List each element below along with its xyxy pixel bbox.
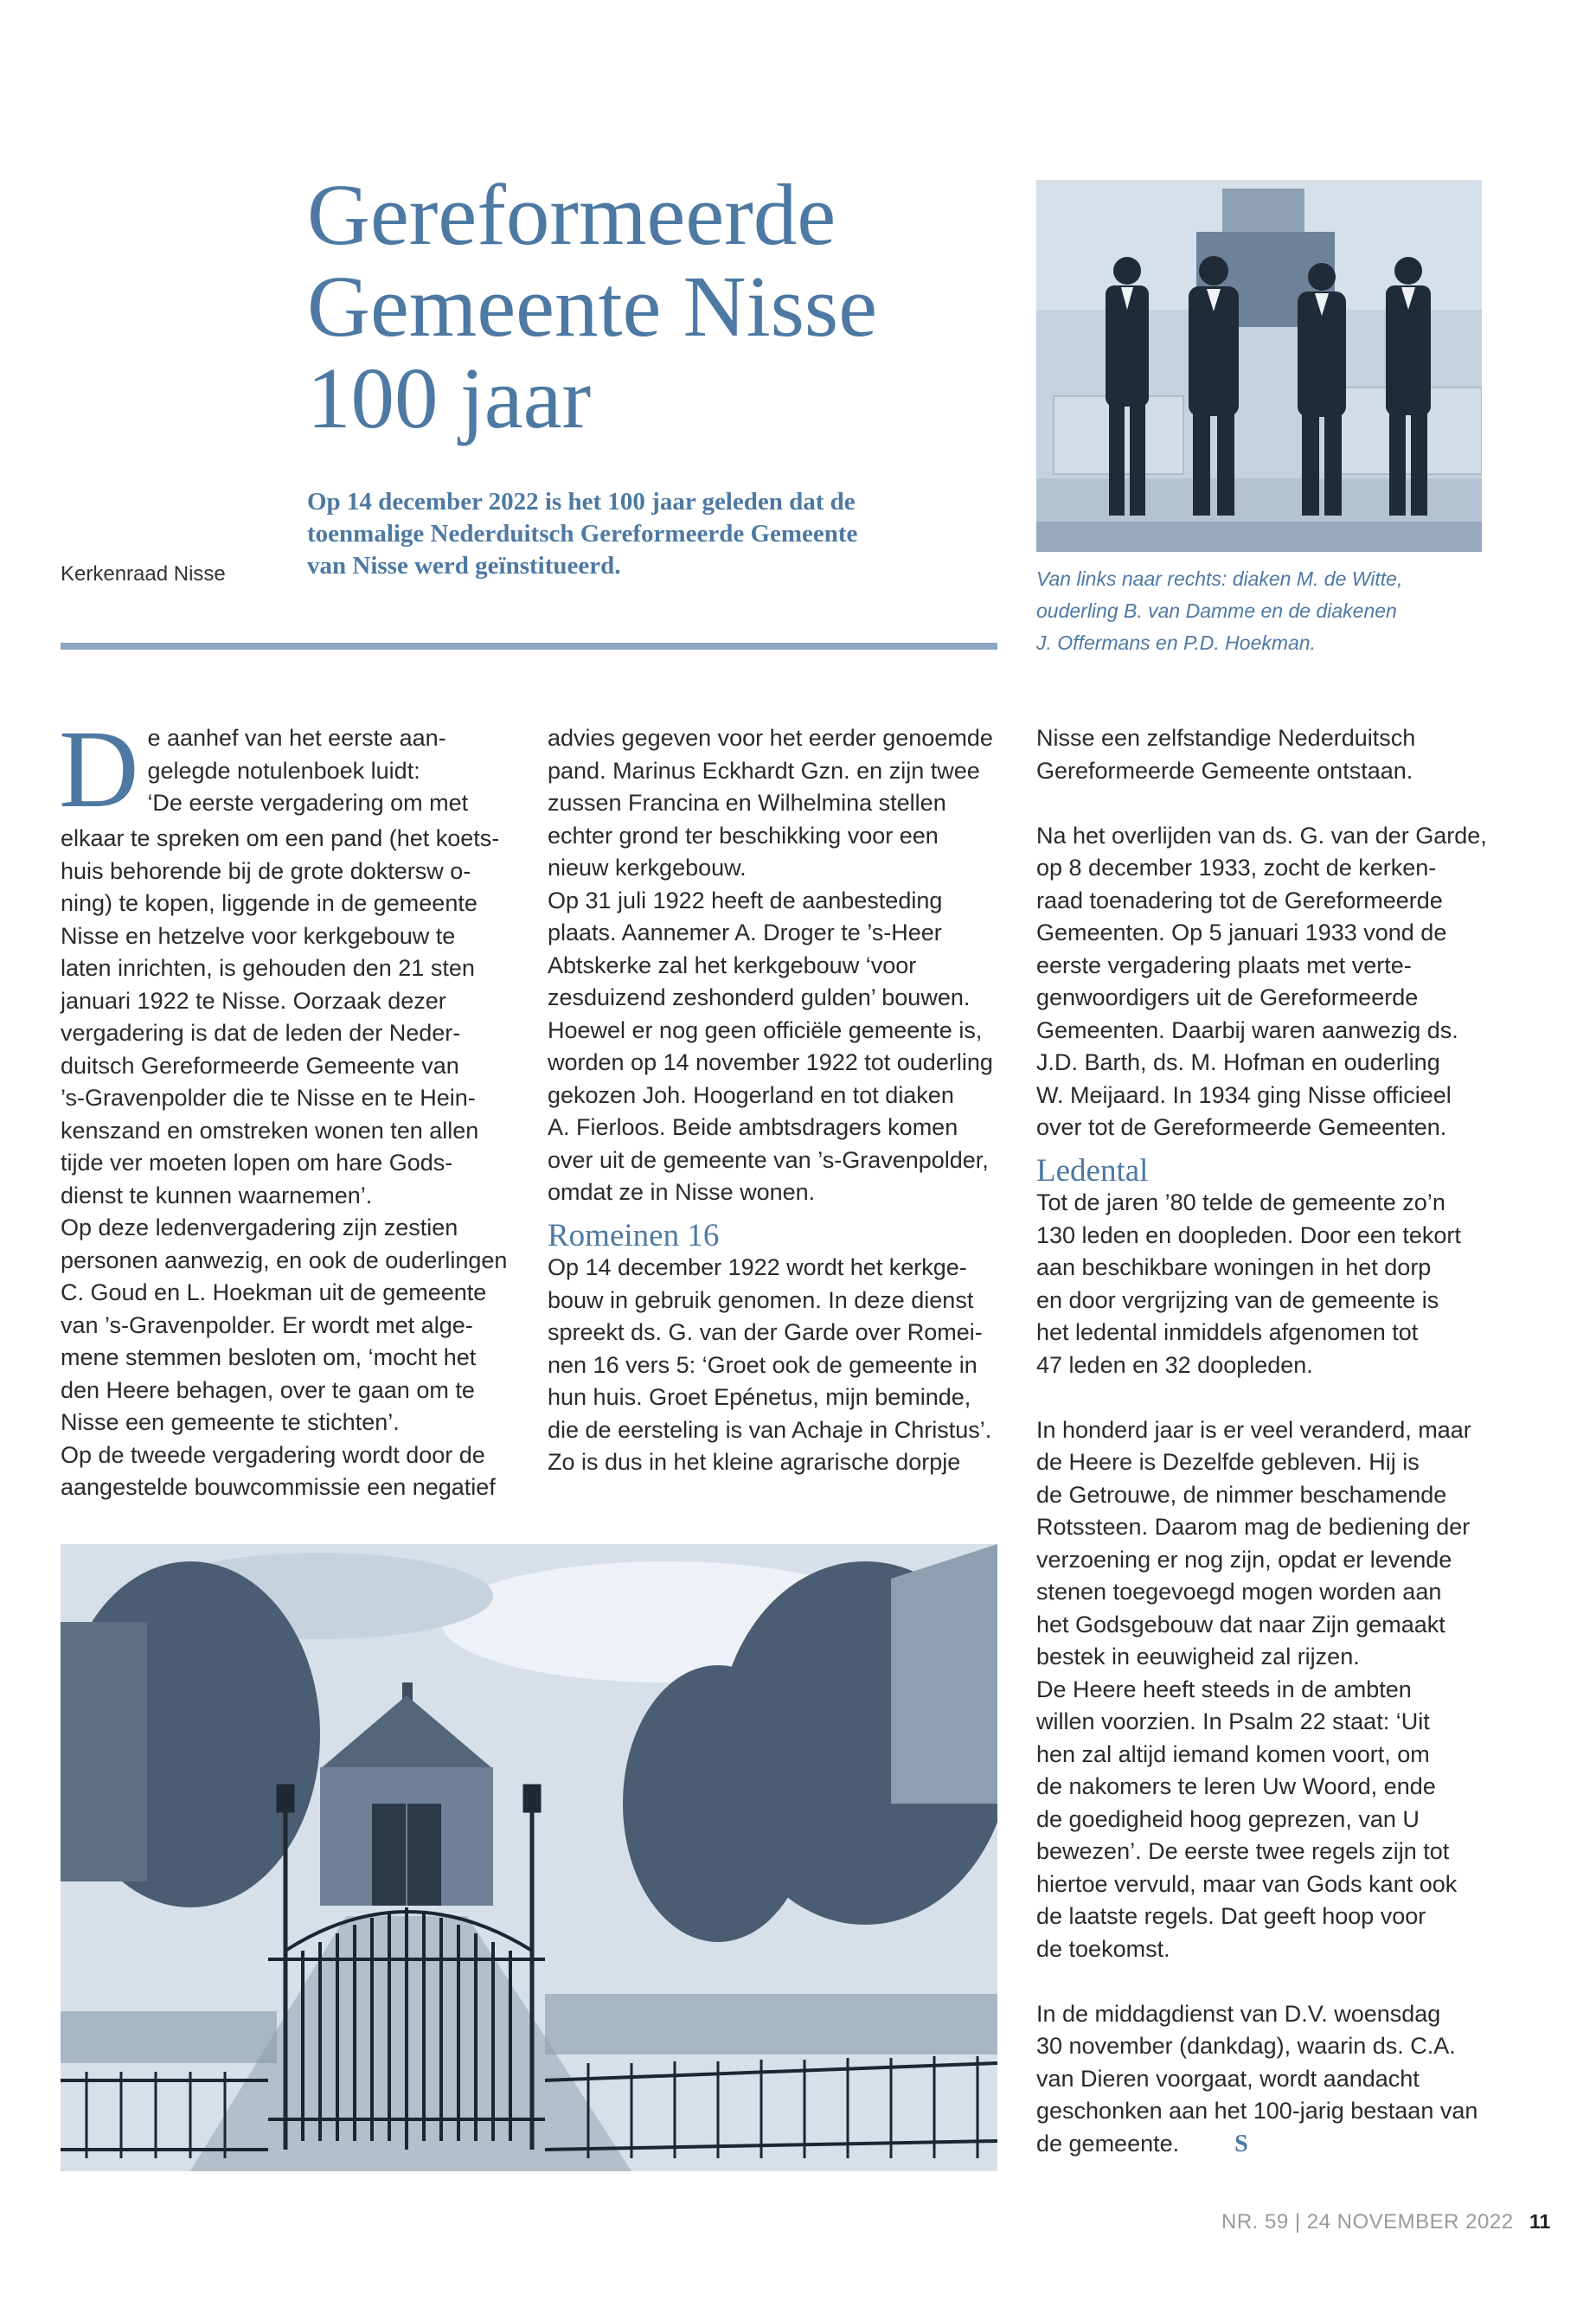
text-line: over uit de gemeente van ’s-Gravenpolder, <box>548 1146 989 1173</box>
text-line: ‘De eerste vergadering om met <box>147 790 469 816</box>
text-line: echter grond ter beschikking voor een <box>548 822 939 849</box>
text-line: J.D. Barth, ds. M. Hofman en ouderling <box>1036 1049 1440 1075</box>
article-column-1 <box>59 708 519 1504</box>
text-line: het Godsgebouw dat naar Zijn gemaakt <box>1036 1611 1445 1638</box>
text-line: bouw in gebruik genomen. In deze dienst <box>548 1286 974 1313</box>
text-line: personen aanwezig, en ook de ouderlingen <box>61 1247 508 1273</box>
text-line: de toekomst. <box>1036 1935 1170 1962</box>
text-line: de laatste regels. Dat geeft hoop voor <box>1036 1903 1426 1929</box>
text-line: Nisse en hetzelve voor kerkgebouw te <box>61 922 456 949</box>
text-line: de nakomers te leren Uw Woord, ende <box>1036 1773 1436 1799</box>
text-line: 30 november (dankdag), waarin ds. C.A. <box>1036 2033 1456 2059</box>
text-line: eerste vergadering plaats met verte- <box>1036 952 1412 978</box>
text-line: van ’s-Gravenpolder. Er wordt met alge- <box>61 1311 473 1338</box>
church-gate-illustration <box>61 1544 997 2171</box>
text-line: Gereformeerde Gemeente ontstaan. <box>1036 757 1413 784</box>
header-divider <box>61 643 997 650</box>
page-number: 11 <box>1529 2210 1551 2233</box>
title-line: Gemeente Nisse <box>307 258 878 355</box>
text-line: 130 leden en doopleden. Door een tekort <box>1036 1221 1461 1248</box>
text-line: Nisse een zelfstandige Nederduitsch <box>1036 725 1416 751</box>
subheading-ledental: Ledental <box>1036 1152 1149 1189</box>
text-line: gekozen Joh. Hoogerland en tot diaken <box>548 1081 954 1108</box>
text-line: de Getrouwe, de nimmer beschamende <box>1036 1481 1447 1508</box>
photo-caption <box>1036 563 1503 659</box>
church-gate-photo <box>61 1544 997 2171</box>
title-line: 100 jaar <box>307 349 592 446</box>
text-line: de Heere is Dezelfde gebleven. Hij is <box>1036 1449 1420 1475</box>
text-line: verzoening er nog zijn, opdat er levende <box>1036 1546 1452 1573</box>
text-line: genwoordigers uit de Gereformeerde <box>1036 984 1419 1010</box>
text-line: van Dieren voorgaat, wordt aandacht <box>1036 2065 1420 2092</box>
text-line: nieuw kerkgebouw. <box>548 855 747 881</box>
text-line: hiertoe vervuld, maar van Gods kant ook <box>1036 1870 1458 1897</box>
text-line: Nisse een gemeente te stichten’. <box>61 1409 400 1435</box>
text-line: die de eersteling is van Achaje in Christus’. <box>548 1416 992 1443</box>
text-line: Na het overlijden van ds. G. van der Garde, <box>1036 822 1487 849</box>
office-bearers-photo <box>1036 180 1482 552</box>
text-line: C. Goud en L. Hoekman uit de gemeente <box>61 1279 487 1305</box>
text-line: aangestelde bouwcommissie een negatief <box>61 1474 496 1500</box>
last-text-line <box>1036 2128 1503 2161</box>
text-line: Rotssteen. Daarom mag de bediening der <box>1036 1514 1471 1540</box>
text-line: dienst te kunnen waarnemen’. <box>61 1182 373 1208</box>
text-line: omdat ze in Nisse wonen. <box>548 1179 816 1205</box>
text-line: hun huis. Groet Epénetus, mijn beminde, <box>548 1384 971 1410</box>
text-line: vergadering is dat de leden der Neder- <box>61 1020 461 1046</box>
text-line: Op 14 december 1922 wordt het kerkge- <box>548 1254 967 1280</box>
text-line: bewezen’. De eerste twee regels zijn tot <box>1036 1838 1450 1864</box>
text-line: zussen Francina en Wilhelmina stellen <box>548 790 946 816</box>
text-line: mene stemmen besloten om, ‘mocht het <box>61 1344 477 1370</box>
text-line: De Heere heeft steeds in de ambten <box>1036 1676 1412 1702</box>
office-bearers-illustration <box>1036 180 1482 552</box>
intro-line: toenmalige Nederduitsch Gereformeerde Gemeente <box>307 520 858 548</box>
issue-footer: NR. 59 | 24 NOVEMBER 2022 <box>1221 2210 1514 2234</box>
text-line: Gemeenten. Op 5 januari 1933 vond de <box>1036 920 1447 945</box>
text-line: In de middagdienst van D.V. woensdag <box>1036 2000 1441 2027</box>
text-line: willen voorzien. In Psalm 22 staat: ‘Uit <box>1036 1708 1430 1734</box>
text-line: Gemeenten. Daarbij waren aanwezig ds. <box>1036 1016 1458 1043</box>
text-line: het ledental inmiddels afgenomen tot <box>1036 1319 1419 1345</box>
text-line: januari 1922 te Nisse. Oorzaak dezer <box>61 987 446 1014</box>
drop-cap: D <box>59 708 139 830</box>
text-line: Abtskerke zal het kerkgebouw ‘voor <box>548 952 917 978</box>
title-line: Gereformeerde <box>307 166 836 263</box>
text-line: hen zal altijd iemand komen voort, om <box>1036 1740 1430 1767</box>
text-line: Zo is dus in het kleine agrarische dorpje <box>548 1449 961 1475</box>
text-line: laten inrichten, is gehouden den 21 sten <box>61 955 475 981</box>
text-line: e aanhef van het eerste aan- <box>147 725 446 751</box>
text-line: stenen toegevoegd mogen worden aan <box>1036 1579 1442 1605</box>
text-line: Op de tweede vergadering wordt door de <box>61 1441 485 1468</box>
text-line: over tot de Gereformeerde Gemeenten. <box>1036 1114 1447 1140</box>
text-line: worden op 14 november 1922 tot ouderling <box>548 1049 993 1075</box>
intro-line: Op 14 december 2022 is het 100 jaar geleden dat de <box>307 488 856 516</box>
intro-line: van Nisse werd geïnstitueerd. <box>307 552 621 580</box>
text-line: plaats. Aannemer A. Droger te ’s-Heer <box>548 920 942 945</box>
text-line: duitsch Gereformeerde Gemeente van <box>61 1052 459 1079</box>
end-mark-icon: S <box>1234 2130 1248 2157</box>
caption-line: Van links naar rechts: diaken M. de Witte, <box>1036 567 1403 590</box>
text-line: kenszand en omstreken wonen ten allen <box>61 1117 479 1144</box>
text-line: den Heere behagen, over te gaan om te <box>61 1376 475 1403</box>
author-byline: Kerkenraad Nisse <box>61 562 226 586</box>
text-line: spreekt ds. G. van der Garde over Romei- <box>548 1319 983 1345</box>
text-line: huis behorende bij de grote doktersw o- <box>61 857 471 884</box>
text-line: In honderd jaar is er veel veranderd, maar <box>1036 1416 1471 1443</box>
text-line: advies gegeven voor het eerder genoemde <box>548 725 993 751</box>
text-line: Op deze ledenvergadering zijn zestien <box>61 1215 458 1240</box>
article-column-3 <box>1036 722 1503 2160</box>
caption-line: J. Offermans en P.D. Hoekman. <box>1036 631 1316 654</box>
article-intro <box>307 486 990 582</box>
text-line: ning) te kopen, liggende in de gemeente <box>61 890 478 916</box>
article-column-2 <box>548 722 1006 1479</box>
text-line: 47 leden en 32 doopleden. <box>1036 1351 1313 1378</box>
text-line: A. Fierloos. Beide ambtsdragers komen <box>548 1114 958 1140</box>
subheading-romeinen: Romeinen 16 <box>548 1217 720 1253</box>
text-line: Op 31 juli 1922 heeft de aanbesteding <box>548 887 943 913</box>
text-line: pand. Marinus Eckhardt Gzn. en zijn twee <box>548 757 980 784</box>
text-line: W. Meijaard. In 1934 ging Nisse officieel <box>1036 1081 1452 1108</box>
text-line: bestek in eeuwigheid zal rijzen. <box>1036 1644 1360 1670</box>
text-line: op 8 december 1933, zocht de kerken- <box>1036 855 1437 881</box>
text-line: ’s-Gravenpolder die te Nisse en te Hein- <box>61 1085 476 1111</box>
text-line: elkaar te spreken om een pand (het koets- <box>61 825 500 851</box>
text-line: zesduizend zeshonderd gulden’ bouwen. <box>548 984 971 1010</box>
text-line: Tot de jaren ’80 telde de gemeente zo’n <box>1036 1189 1445 1215</box>
text-line: tijde ver moeten lopen om hare Gods- <box>61 1150 453 1176</box>
text-line: gelegde notulenboek luidt: <box>147 757 420 784</box>
text-line: raad toenadering tot de Gereformeerde <box>1036 887 1443 913</box>
text-line: nen 16 vers 5: ‘Groet ook de gemeente in <box>548 1351 977 1378</box>
text-line: de gemeente. <box>1036 2130 1180 2157</box>
text-line: en door vergrijzing van de gemeente is <box>1036 1286 1439 1313</box>
article-title <box>307 166 1016 446</box>
text-line: de goedigheid hoog geprezen, van U <box>1036 1805 1420 1832</box>
caption-line: ouderling B. van Damme en de diakenen <box>1036 599 1397 622</box>
text-line: aan beschikbare woningen in het dorp <box>1036 1254 1432 1280</box>
text-line: geschonken aan het 100-jarig bestaan van <box>1036 2098 1478 2124</box>
text-line: Hoewel er nog geen officiële gemeente is, <box>548 1016 983 1043</box>
